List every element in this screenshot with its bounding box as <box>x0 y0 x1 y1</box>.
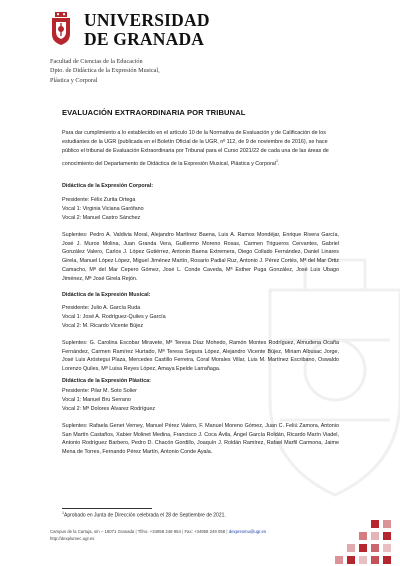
footnote-divider <box>62 508 152 509</box>
member-vocal-1: Vocal 1: Manuel Bru Serrano <box>62 396 131 403</box>
member-list <box>62 304 339 331</box>
department-line: Dpto. de Didáctica de la Expresión Musical, <box>50 67 160 75</box>
footnote-text: Aprobado en Junta de Dirección celebrada el 28 de Septiembre de 2021. <box>64 512 226 519</box>
footer-address: Campus de la Cartuja, s/n – 18071 Granada <box>50 529 135 534</box>
member-president: Presidente: Félix Zurita Ortega <box>62 196 136 203</box>
university-name-line1: UNIVERSIDAD <box>84 10 210 30</box>
section-corporal <box>62 182 339 284</box>
footer-fax: Fax: +34958 249 058 <box>184 529 226 534</box>
member-vocal-2: Vocal 2: Manuel Castro Sánchez <box>62 214 141 221</box>
university-shield-logo-icon <box>50 12 72 46</box>
tile-mosaic-decoration-icon <box>315 520 395 564</box>
section-heading: Didáctica de la Expresión Corporal: <box>62 183 154 189</box>
member-vocal-1: Vocal 1: Virginia Viciana Garófano <box>62 205 144 212</box>
section-heading: Didáctica de la Expresión Musical: <box>62 292 151 298</box>
substitutes-paragraph: Suplentes: G. Carolina Escobar Miravete, Mª Teresa Díaz Mohedo, Ramón Montes Rodríguez, Almudena Ocaña Fernández, Carmen Ramírez Hurtado, Mª Teresa Segura López, Alejandro Vicente Bújez, Miriam Albusac Jorge, José Luis Aróstegui Plaza, Mercedes Castillo Ferreira, Coral Morales Villar, Luis M. Martínez Escribano, Oswaldo Lorenzo Quiles, Mª Luisa Reyes López, Amaya Epelde Larrañaga. <box>62 339 339 373</box>
substitutes-paragraph: Suplentes: Rafaela Genet Verney, Manuel Pérez Valero, F. Manuel Moreno Gómez, Juan C. Feliú Zamora, Antonio San Martín Castaños, Xabier Molinet Medina, Francisco J. Coca Ávila, Ángel García Roldán, Ricardo Marín Viadel, Antonio Rodríguez Barbero, Pedro D. Chacón Gordillo, Joaquín J. Roldán Ramírez, Rafael Marfil Carmona, Jaime Mena de Torres, Fernando Pérez Martín, Antonio Conde Ayala. <box>62 422 339 456</box>
member-list <box>62 387 339 414</box>
member-vocal-2: Vocal 2: Mª Dolores Álvarez Rodríguez <box>62 405 156 412</box>
footer-separator: | <box>182 529 184 534</box>
faculty-department-block <box>50 57 200 85</box>
member-vocal-2: Vocal 2: M. Ricardo Vicente Bújez <box>62 322 144 329</box>
footer-contact-line <box>50 528 350 535</box>
member-president: Presidente: Julio A. García Ruda <box>62 304 141 311</box>
intro-paragraph: Para dar cumplimiento a lo establecido en el artículo 10 de la Normativa de Evaluación y de Calificación de los estudiantes de la UGR (publicada en el Boletín Oficial de la UGR, nº 112, de 9 de noviembre de 2016), se hace público el tribunal de Evaluación Extraordinaria por Tribunal para el Curso 2021/22 de cada una de las áreas de conocimiento del Departamento de Didáctica de la Expresión Musical, Plástica y Corporal$^1$. <box>62 130 329 167</box>
footer-separator: | <box>135 529 137 534</box>
footer-email-link[interactable]: dexpresmu@ugr.es <box>228 529 267 534</box>
footnote-mark: 1 <box>62 511 64 515</box>
document-title: EVALUACIÓN EXTRAORDINARIA POR TRIBUNAL <box>62 108 246 117</box>
department-line-cont: Plástica y Corporal <box>50 76 98 84</box>
university-name <box>84 11 234 49</box>
footer-web-line <box>50 535 350 542</box>
footer-phone: Tlfno. +34958 248 954 <box>137 529 181 534</box>
member-president: Presidente: Pilar M. Soto Solier <box>62 387 137 394</box>
substitutes-paragraph: Suplentes: Pedro A. Valdivia Moral, Alejandro Martínez Baena, Luis A. Ramos Mondéjar, Enrique Rivera García, José J. Muros Molina, Juan Granda Vera, Guillermo Moreno Rosas, Carmen Trigueros Cervantes, Gabriel González Valero, Carlos J. López Gutiérrez, Antonio Baena Extremera, Diego Collado Fernández, Daniel Linares Girela, Manuel López López, Miguel Jiménez Martín, Rosario Padial Ruz, Antonio J. Pérez Cortés, Mª del Mar Ortiz Camacho, Mª del Mar Cepero Gómez, José L. Conde Caveda, Mª Esther Puga González, José Luis Ubago Jiménez, Mª José Girela Rejón. <box>62 231 339 283</box>
section-heading: Didáctica de la Expresión Plástica: <box>62 378 151 384</box>
intro-text: Para dar cumplimiento a lo establecido en el artículo 10 de la Normativa de Evaluación y de Calificación de los estudiantes de la UGR (publicada en el Boletín Oficial de la UGR, nº 112, de 9 de noviembre de 2016), se hace público el tribunal de Evaluación Extraordinaria por Tribunal para el Curso 2021/22 de cada una de las áreas de conocimiento del Departamento de Didáctica de la Expresión Musical, Plástica y Corporal <box>62 130 329 167</box>
member-list <box>62 196 339 223</box>
university-name-line2: DE GRANADA <box>84 29 205 49</box>
footnote <box>62 511 226 519</box>
faculty-line: Facultad de Ciencias de la Educación <box>50 58 143 65</box>
footer-separator: | <box>226 529 228 534</box>
section-musical <box>62 291 339 374</box>
intro-footnote-mark: 1 <box>275 158 278 163</box>
section-plastica <box>62 377 339 457</box>
page-footer <box>50 528 350 542</box>
member-vocal-1: Vocal 1: José A. Rodríguez-Quiles y García <box>62 313 166 320</box>
footer-web-link[interactable]: http://dexplumec.ugr.es <box>50 536 95 542</box>
university-crest-watermark-icon <box>250 250 400 500</box>
